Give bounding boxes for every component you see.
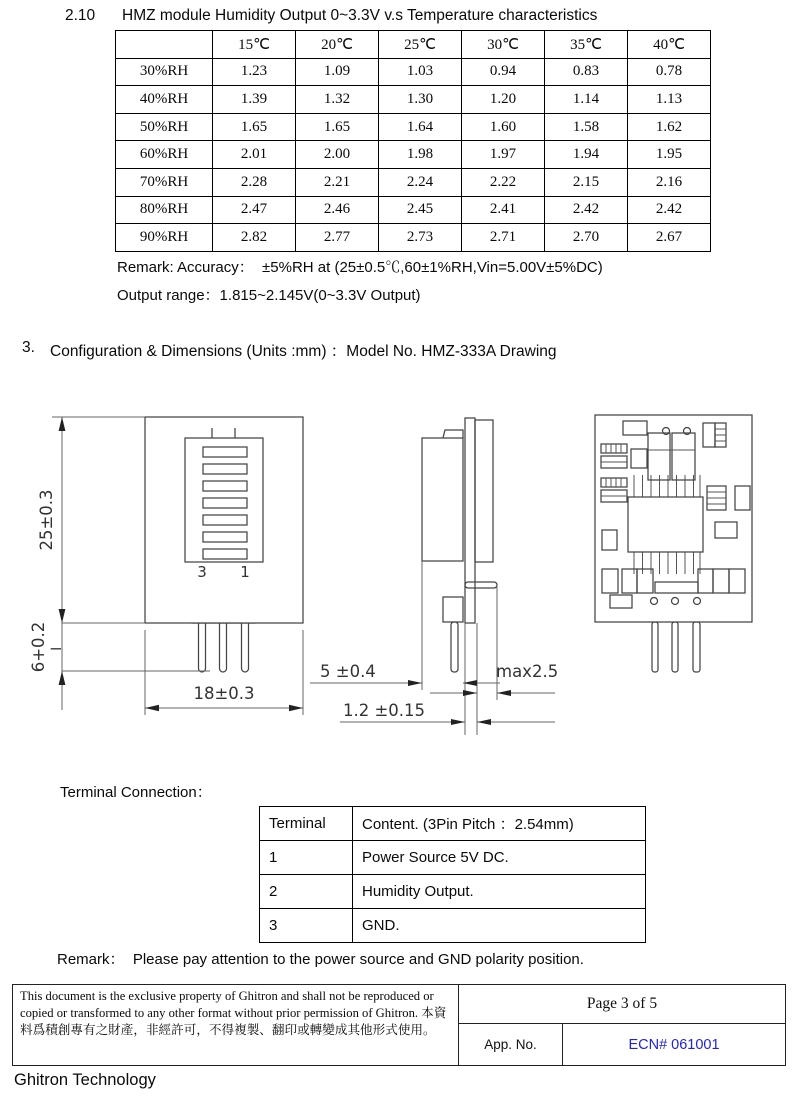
terminal-col-header: Terminal: [260, 807, 353, 841]
humidity-col-header: 40℃: [628, 31, 711, 59]
humidity-col-header: 25℃: [379, 31, 462, 59]
cover-side: [422, 438, 463, 561]
pin-label-3: 3: [197, 563, 207, 581]
section-3-heading: [22, 339, 557, 361]
humidity-value-cell: 1.13: [628, 86, 711, 114]
terminal-row: [260, 840, 646, 874]
humidity-value-cell: 2.41: [462, 196, 545, 224]
humidity-value-cell: 2.24: [379, 168, 462, 196]
section-number: 3.: [22, 339, 35, 356]
humidity-value-cell: 2.67: [628, 224, 711, 252]
humidity-value-cell: 1.65: [213, 113, 296, 141]
terminal-row: [260, 908, 646, 942]
terminal-table-head: [260, 807, 646, 841]
humidity-col-header: 35℃: [545, 31, 628, 59]
humidity-value-cell: 2.70: [545, 224, 628, 252]
side-view: [422, 418, 497, 672]
humidity-value-cell: 1.32: [296, 86, 379, 114]
footer-right: [459, 985, 785, 1065]
humidity-table-head: [116, 31, 711, 59]
humidity-value-cell: 1.09: [296, 58, 379, 86]
terminal-cell: Humidity Output.: [353, 874, 646, 908]
humidity-row-label: 30%RH: [116, 58, 213, 86]
terminal-cell: 1: [260, 840, 353, 874]
remark-polarity: Remark： Please pay attention to the power source and GND polarity position.: [57, 951, 584, 968]
terminal-connection-label: Terminal Connection：: [60, 784, 212, 801]
section-number: 2.10: [65, 7, 96, 24]
terminal-cell: GND.: [353, 908, 646, 942]
humidity-row: [116, 86, 711, 114]
humidity-value-cell: 1.39: [213, 86, 296, 114]
humidity-value-cell: 2.16: [628, 168, 711, 196]
main-ic: [628, 497, 703, 552]
humidity-value-cell: 2.42: [545, 196, 628, 224]
humidity-value-cell: 2.71: [462, 224, 545, 252]
humidity-row-label: 40%RH: [116, 86, 213, 114]
dim-cover-depth: 5 ±0.4: [320, 662, 376, 681]
humidity-value-cell: 2.46: [296, 196, 379, 224]
humidity-value-cell: 1.97: [462, 141, 545, 169]
humidity-row: [116, 196, 711, 224]
dim-pin-length-tol: −: [49, 639, 63, 658]
humidity-row-label: 80%RH: [116, 196, 213, 224]
page-number: Page 3 of 5: [459, 985, 785, 1024]
app-no-label: App. No.: [459, 1024, 563, 1065]
humidity-value-cell: 2.73: [379, 224, 462, 252]
footer-table: [12, 984, 786, 1066]
humidity-value-cell: 1.95: [628, 141, 711, 169]
humidity-value-cell: 2.21: [296, 168, 379, 196]
company-name: Ghitron Technology: [14, 1071, 156, 1089]
humidity-table-body: [116, 58, 711, 251]
module-body: [145, 417, 303, 623]
humidity-col-header: [116, 31, 213, 59]
pin-label-1: 1: [240, 563, 250, 581]
humidity-row: [116, 224, 711, 252]
humidity-value-cell: 1.60: [462, 113, 545, 141]
bent-pin-stub: [465, 582, 497, 588]
humidity-col-header: 30℃: [462, 31, 545, 59]
terminal-table: [259, 806, 646, 943]
humidity-col-header: 20℃: [296, 31, 379, 59]
humidity-value-cell: 2.42: [628, 196, 711, 224]
humidity-value-cell: 2.00: [296, 141, 379, 169]
humidity-value-cell: 1.65: [296, 113, 379, 141]
remark-accuracy: Remark: Accuracy： ±5%RH at (25±0.5℃,60±1%RH,Vin=5.00V±5%DC): [117, 259, 603, 276]
humidity-row: [116, 168, 711, 196]
pcb-view: [595, 415, 752, 672]
humidity-row-label: 60%RH: [116, 141, 213, 169]
humidity-value-cell: 2.82: [213, 224, 296, 252]
pcb-side: [465, 418, 475, 623]
cover-notch: [443, 430, 463, 438]
terminal-col-header: Content. (3Pin Pitch ：2.54mm): [353, 807, 646, 841]
dim-max-thickness: max2.5: [496, 662, 559, 681]
humidity-value-cell: 0.94: [462, 58, 545, 86]
humidity-value-cell: 1.94: [545, 141, 628, 169]
humidity-value-cell: 1.14: [545, 86, 628, 114]
humidity-value-cell: 2.22: [462, 168, 545, 196]
section-title: Configuration & Dimensions (Units :mm) ：Model No. HMZ-333A Drawing: [50, 343, 557, 360]
pin-side: [451, 622, 458, 672]
humidity-value-cell: 1.62: [628, 113, 711, 141]
humidity-value-cell: 1.64: [379, 113, 462, 141]
humidity-value-cell: 1.23: [213, 58, 296, 86]
humidity-value-cell: 1.58: [545, 113, 628, 141]
humidity-value-cell: 1.03: [379, 58, 462, 86]
dimension-drawing: [0, 390, 800, 765]
dim-pcb-thickness: 1.2 ±0.15: [343, 701, 426, 720]
pin-spacer-side: [443, 597, 463, 622]
humidity-value-cell: 0.78: [628, 58, 711, 86]
terminal-cell: 2: [260, 874, 353, 908]
humidity-value-cell: 1.20: [462, 86, 545, 114]
humidity-value-cell: 2.77: [296, 224, 379, 252]
back-plate-side: [475, 420, 493, 562]
pcb-pin: [693, 622, 700, 672]
terminal-cell: Power Source 5V DC.: [353, 840, 646, 874]
ecn-number: ECN# 061001: [628, 1036, 720, 1053]
humidity-value-cell: 2.28: [213, 168, 296, 196]
output-range: Output range：1.815~2.145V(0~3.3V Output): [117, 287, 421, 304]
humidity-value-cell: 2.01: [213, 141, 296, 169]
humidity-row: [116, 141, 711, 169]
humidity-row-label: 90%RH: [116, 224, 213, 252]
humidity-value-cell: 2.15: [545, 168, 628, 196]
terminal-table-body: [260, 840, 646, 942]
dim-body-width: 18±0.3: [193, 684, 255, 703]
humidity-value-cell: 0.83: [545, 58, 628, 86]
humidity-value-cell: 1.98: [379, 141, 462, 169]
humidity-row-label: 50%RH: [116, 113, 213, 141]
humidity-col-header: 15℃: [213, 31, 296, 59]
humidity-row-label: 70%RH: [116, 168, 213, 196]
humidity-value-cell: 2.45: [379, 196, 462, 224]
humidity-value-cell: 2.47: [213, 196, 296, 224]
pcb-pin: [652, 622, 658, 672]
dim-pin-length: 6+0.2: [29, 621, 48, 673]
terminal-cell: 3: [260, 908, 353, 942]
humidity-value-cell: 1.30: [379, 86, 462, 114]
front-view: [145, 417, 303, 672]
side-dimensions: [310, 561, 558, 735]
section-2-10-heading: [65, 7, 597, 25]
dim-body-height: 25±0.3: [37, 489, 56, 551]
terminal-row: [260, 874, 646, 908]
copyright-notice: This document is the exclusive property of Ghitron and shall not be reproduced or copied or transformed to any other format without prior permission of Ghitron. 本資料爲積創專有之財產，非經許可，不得複製、翻印或轉變成其他形式使用。: [13, 985, 459, 1065]
section-title: HMZ module Humidity Output 0~3.3V v.s Temperature characteristics: [122, 7, 598, 24]
pcb-pin: [672, 622, 678, 672]
humidity-row: [116, 113, 711, 141]
humidity-row: [116, 58, 711, 86]
humidity-output-table: [115, 30, 711, 252]
